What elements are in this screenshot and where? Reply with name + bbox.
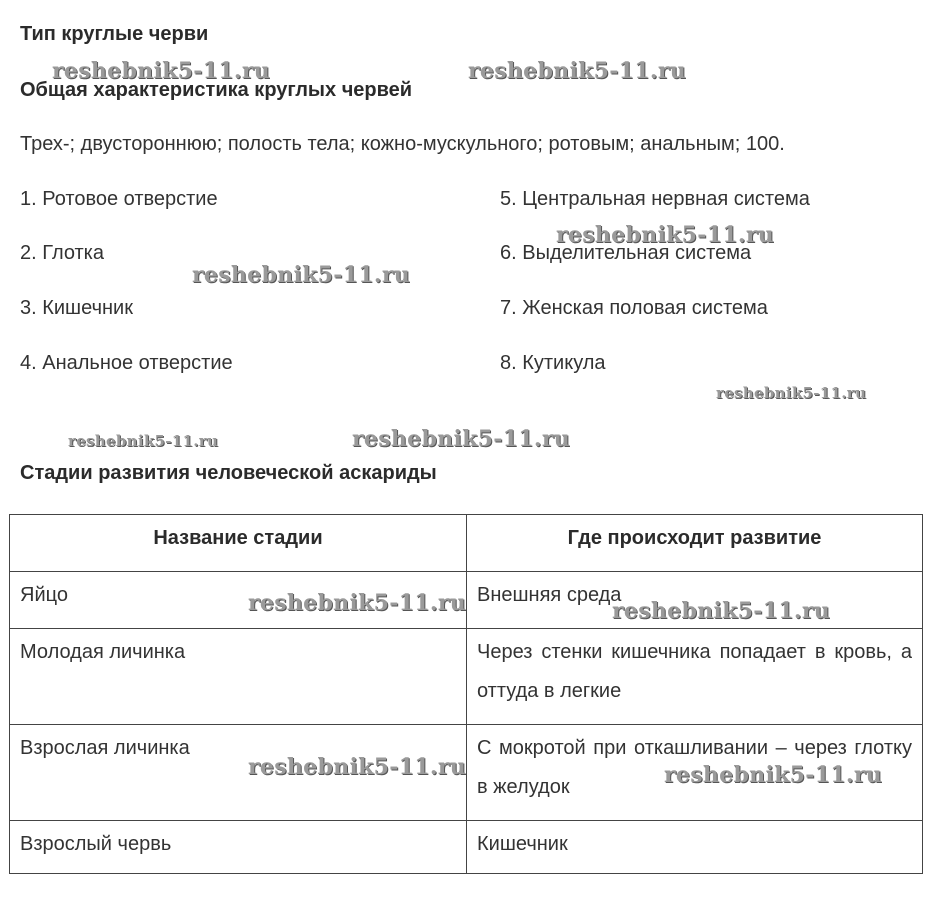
part-item: 6. Выделительная система bbox=[500, 242, 752, 264]
answer-line: Трех-; двустороннюю; полость тела; кожно-мускульного; ротовым; анальным; 100. bbox=[20, 133, 785, 155]
watermark: reshebnik5-11.ru bbox=[68, 432, 219, 450]
watermark: reshebnik5-11.ru bbox=[248, 590, 467, 616]
table-cell-stage: Взрослый червь bbox=[10, 821, 467, 874]
table-cell-stage: Яйцо bbox=[10, 572, 467, 629]
table-cell-stage: Взрослая личинка bbox=[10, 725, 467, 821]
table-cell-location: С мокротой при откашливании – через глотку в желудок bbox=[467, 725, 923, 821]
stages-table bbox=[9, 514, 923, 874]
table-header-stage: Название стадии bbox=[10, 515, 467, 572]
watermark: reshebnik5-11.ru bbox=[716, 384, 867, 402]
part-item: 7. Женская половая система bbox=[500, 297, 768, 319]
part-item: 4. Анальное отверстие bbox=[20, 352, 233, 374]
part-item: 2. Глотка bbox=[20, 242, 104, 264]
part-item: 3. Кишечник bbox=[20, 297, 133, 319]
heading-general: Общая характеристика круглых червей bbox=[20, 79, 413, 101]
table-cell-stage: Молодая личинка bbox=[10, 629, 467, 725]
watermark: reshebnik5-11.ru bbox=[52, 58, 271, 84]
watermark: reshebnik5-11.ru bbox=[248, 754, 467, 780]
table-header-row bbox=[10, 515, 923, 572]
watermark: reshebnik5-11.ru bbox=[556, 222, 775, 248]
watermark: reshebnik5-11.ru bbox=[192, 262, 411, 288]
heading-type: Тип круглые черви bbox=[20, 23, 209, 45]
part-item: 1. Ротовое отверстие bbox=[20, 188, 218, 210]
watermark: reshebnik5-11.ru bbox=[352, 426, 571, 452]
part-item: 5. Центральная нервная система bbox=[500, 188, 810, 210]
watermark: reshebnik5-11.ru bbox=[664, 762, 883, 788]
watermark: reshebnik5-11.ru bbox=[612, 598, 831, 624]
part-item: 8. Кутикула bbox=[500, 352, 606, 374]
table-cell-location: Кишечник bbox=[467, 821, 923, 874]
table-cell-location: Внешняя среда bbox=[467, 572, 923, 629]
watermark: reshebnik5-11.ru bbox=[468, 58, 687, 84]
table-cell-location: Через стенки кишечника попадает в кровь, а оттуда в легкие bbox=[467, 629, 923, 725]
table-row bbox=[10, 821, 923, 874]
heading-stages: Стадии развития человеческой аскариды bbox=[20, 462, 437, 484]
table-row bbox=[10, 629, 923, 725]
table-header-location: Где происходит развитие bbox=[467, 515, 923, 572]
